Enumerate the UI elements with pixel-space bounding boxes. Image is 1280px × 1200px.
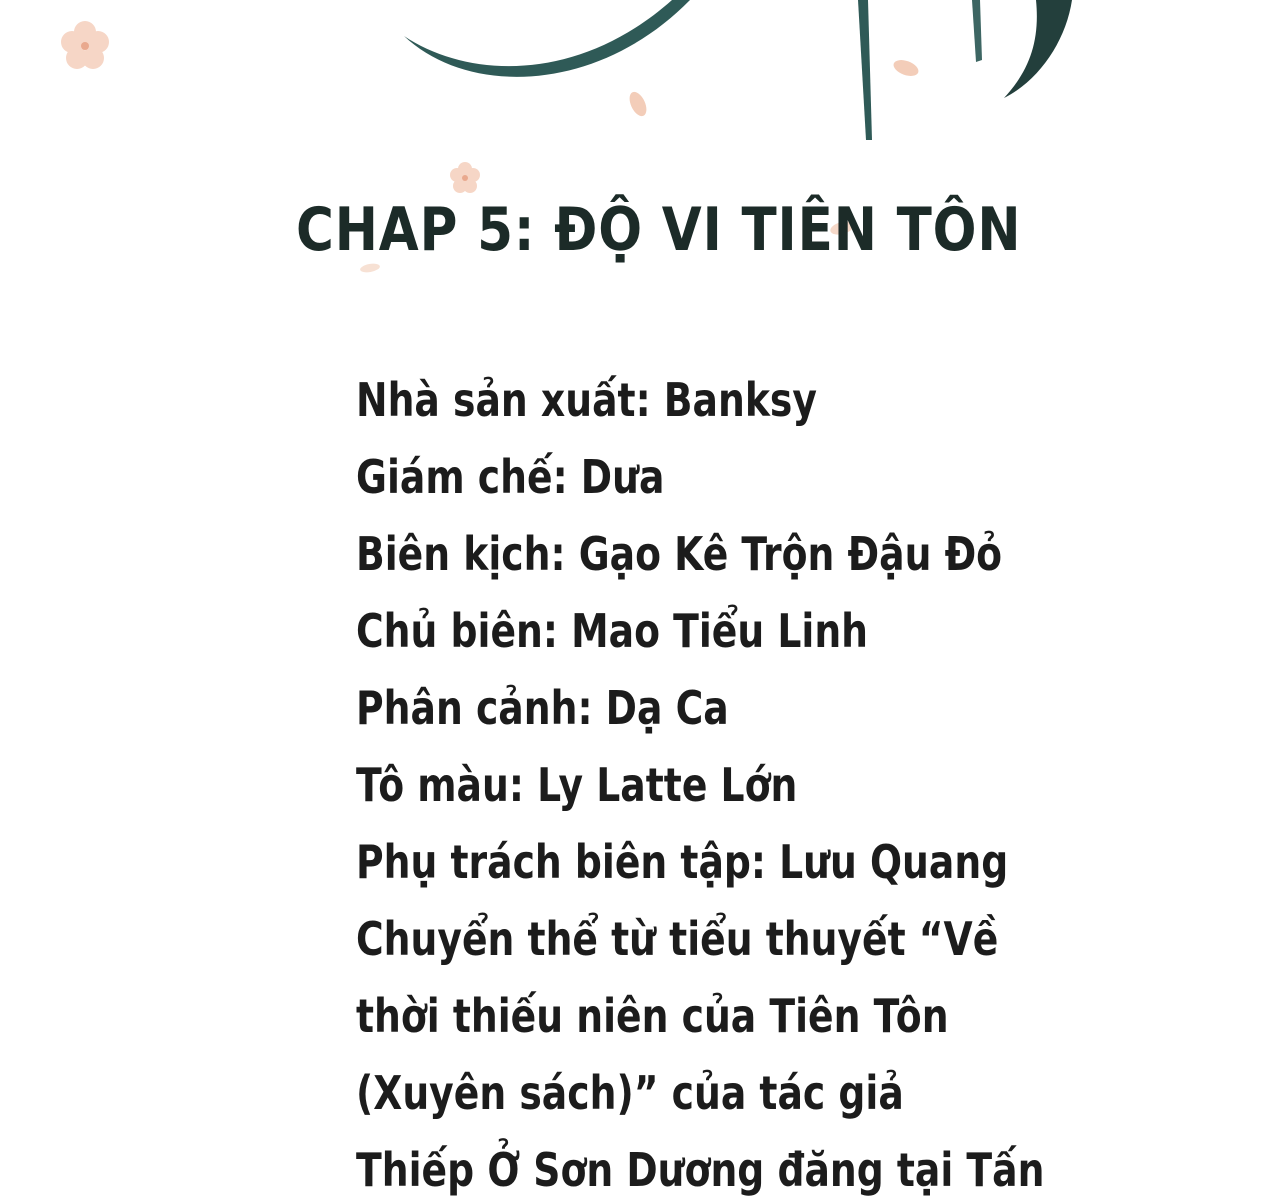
flower-icon (61, 21, 109, 69)
credit-adaptation-line-2: thời thiếu niên của Tiên Tôn (356, 989, 949, 1043)
brush-stroke-curve (404, 0, 690, 77)
credit-colorist: Tô màu: Ly Latte Lớn (356, 758, 798, 812)
credits-list (356, 362, 1076, 1200)
credit-chief-editor: Chủ biên: Mao Tiểu Linh (356, 604, 869, 658)
chapter-title: CHAP 5: ĐỘ VI TIÊN TÔN (296, 195, 1022, 265)
petal-icon (626, 89, 650, 118)
credit-storyboard: Phân cảnh: Dạ Ca (356, 681, 729, 735)
credit-adaptation-line-4: Thiếp Ở Sơn Dương đăng tại Tấn (356, 1143, 1045, 1197)
credit-adaptation-line-1: Chuyển thể từ tiểu thuyết “Về (356, 912, 999, 966)
credit-screenwriter: Biên kịch: Gạo Kê Trộn Đậu Đỏ (356, 527, 1003, 581)
flower-icon (450, 162, 480, 193)
credit-producer: Nhà sản xuất: Banksy (356, 373, 817, 427)
brush-stroke-vertical (858, 0, 872, 140)
brush-stroke-vertical-thin (972, 0, 982, 62)
credit-supervisor: Giám chế: Dưa (356, 450, 665, 504)
credit-editor-in-charge: Phụ trách biên tập: Lưu Quang (356, 835, 1009, 889)
credit-adaptation-line-3: (Xuyên sách)” của tác giả (356, 1066, 904, 1120)
petal-icon (891, 57, 920, 79)
brush-stroke-hook (1004, 0, 1072, 98)
